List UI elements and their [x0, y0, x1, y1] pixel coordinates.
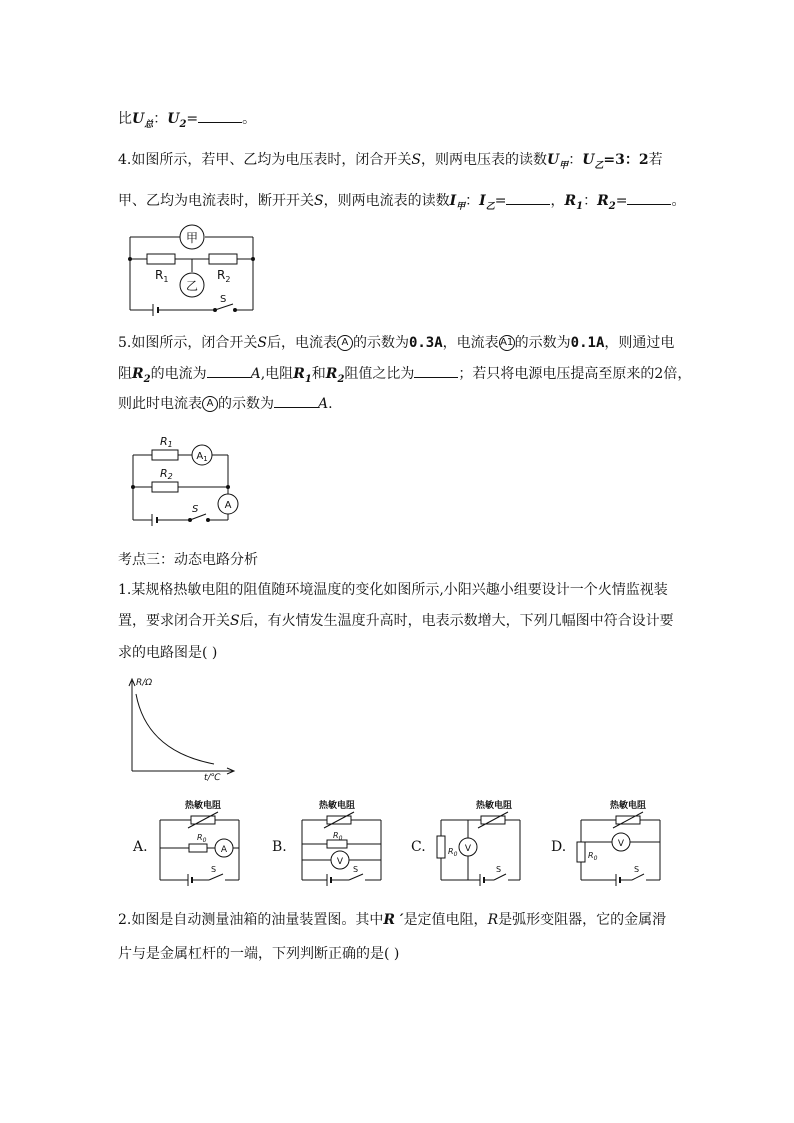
eq: = [615, 193, 628, 209]
sub: 甲 [456, 201, 466, 212]
answer-blank[interactable] [506, 190, 550, 205]
option-d-letter[interactable]: D. [551, 839, 567, 855]
u-total-var: U [132, 111, 145, 127]
switch-var: S [230, 613, 240, 629]
q3-tail-line [118, 108, 256, 135]
text: 是定值电阻， [403, 912, 488, 928]
sub: 2 [337, 373, 345, 385]
sub: 乙 [485, 201, 495, 212]
option-d-circuit[interactable] [576, 798, 666, 888]
text: 的示数为 [352, 335, 409, 351]
ammeter-a-symbol: A [337, 335, 353, 351]
r0-resistor [437, 836, 445, 858]
text: 2.如图是自动测量油箱的油量装置图。其中 [118, 912, 384, 928]
text: 和 [311, 366, 326, 382]
text: 甲、乙均为电流表时，断开开关 [118, 193, 314, 209]
colon: ： [465, 193, 480, 209]
q4-circuit [125, 222, 265, 312]
y-label: R/Ω [136, 678, 153, 688]
text: 置，要求闭合开关 [118, 613, 230, 629]
option-a-circuit[interactable] [155, 798, 245, 888]
switch-var: S [411, 152, 421, 168]
r0-label: $R_0$ [197, 833, 207, 844]
answer-blank[interactable] [627, 190, 671, 205]
r1-label: R1 [160, 435, 173, 449]
switch-var: S [257, 335, 267, 351]
text: 阻 [118, 366, 132, 382]
text: 后，电流表 [266, 335, 337, 351]
r1-resistor [147, 254, 175, 264]
unit: A [250, 366, 261, 382]
q7-line2: 片与是金属杠杆的一端，下列判断正确的是( ) [118, 946, 400, 962]
value: 0.1A [570, 335, 605, 351]
r-var: R [564, 193, 577, 209]
q4-line1 [118, 150, 663, 176]
ammeter-a-symbol: A [202, 396, 218, 412]
text: 若 [648, 152, 663, 168]
text: ；若只将电源电压提高至原来的 [458, 366, 655, 382]
switch-label: S [220, 294, 227, 305]
value: 0.3A [408, 335, 443, 351]
u-var: U [582, 152, 595, 168]
r2-resistor [209, 254, 237, 264]
text: 是弧形变阻器，它的金属滑 [498, 912, 667, 928]
thermistor-label: 热敏电阻 [318, 801, 356, 811]
text: 则此时电流表 [118, 396, 202, 412]
sub: 甲 [559, 160, 569, 171]
switch-label: S [634, 865, 640, 874]
u2-sub: 2 [179, 118, 187, 130]
r-var: R [132, 366, 144, 382]
answer-blank[interactable] [198, 108, 242, 123]
ratio: =3：2 [603, 152, 649, 168]
text: 5.如图所示，闭合开关 [118, 335, 258, 351]
number: 2 [654, 366, 664, 382]
colon: ： [568, 152, 583, 168]
text: 倍， [663, 366, 692, 382]
answer-blank[interactable] [207, 363, 251, 378]
r0-resistor [577, 842, 585, 862]
meter-label: V [336, 857, 344, 867]
r1-resistor [152, 450, 178, 460]
q5-line3 [118, 393, 333, 414]
q4-line2 [118, 190, 685, 217]
r0-label: $R_0$ [333, 831, 343, 842]
sub: 2 [143, 373, 151, 385]
r2-label: $R_2$ [217, 268, 231, 284]
colon: ： [153, 111, 168, 127]
option-b-circuit[interactable] [297, 798, 387, 888]
thermistor-label: 热敏电阻 [609, 801, 647, 811]
r0-resistor [327, 840, 347, 848]
i-var: I [479, 193, 486, 209]
thermistor-label: 热敏电阻 [184, 801, 222, 811]
answer-blank[interactable] [274, 393, 318, 408]
r-var: R [325, 366, 338, 382]
u-var: U [546, 152, 560, 168]
switch [494, 874, 506, 880]
r0-resistor [189, 844, 207, 852]
comma: ， [550, 193, 565, 209]
end: 。 [671, 193, 686, 209]
a1-label: $A_1$ [196, 451, 208, 463]
r-var: R [293, 366, 305, 382]
switch-label: S [192, 504, 199, 515]
r0-label: $R_0$ [588, 851, 598, 862]
text: 4.如图所示，若甲、乙均为电压表时，闭合开关 [118, 152, 412, 168]
meter-label: A [220, 845, 228, 855]
q6-line1: 1.某规格热敏电阻的阻值随环境温度的变化如图所示,小阳兴趣小组要设计一个火情监视装 [118, 582, 668, 598]
unit: A [318, 396, 329, 412]
end: . [328, 396, 333, 412]
q6-line2 [118, 611, 674, 631]
q6-line3: 求的电路图是( ) [118, 645, 218, 661]
sub: 1 [576, 200, 584, 212]
u2-var: U [167, 111, 180, 127]
u-total-sub: 总 [144, 119, 154, 130]
option-c-circuit[interactable] [436, 798, 526, 888]
option-a-letter[interactable]: A. [133, 839, 148, 855]
r-prime-var: R ′ [383, 912, 404, 928]
r2-label: R2 [160, 467, 173, 481]
switch-label: S [211, 865, 217, 874]
q5-line1 [118, 333, 674, 353]
end: 。 [242, 111, 257, 127]
r1-label: $R_1$ [155, 268, 169, 284]
meter-label: V [464, 844, 472, 854]
r-var: R [487, 912, 499, 928]
r2-resistor [152, 482, 178, 492]
switch [349, 874, 363, 880]
eq: = [186, 111, 199, 127]
eq: = [494, 193, 507, 209]
text: ,电阻 [260, 366, 294, 382]
text: ，则两电压表的读数 [420, 152, 547, 168]
section-title: 考点三：动态电路分析 [118, 552, 258, 568]
sub: 2 [608, 200, 616, 212]
text: 比 [118, 111, 132, 127]
q7-line1 [118, 910, 666, 930]
answer-blank[interactable] [414, 363, 458, 378]
a-label: A [224, 500, 232, 511]
text: 的电流为 [150, 366, 207, 382]
q5-line2 [118, 363, 691, 390]
text: 后，有火情发生温度升高时，电表示数增大，下列几幅图中符合设计要 [239, 613, 674, 629]
text: ，则两电流表的读数 [323, 193, 450, 209]
jia-label: 甲 [185, 231, 199, 245]
switch-var: S [314, 193, 324, 209]
r0-label: $R_0$ [448, 847, 458, 858]
switch-label: S [496, 865, 502, 874]
option-c-letter[interactable]: C. [411, 839, 426, 855]
thermistor-label: 热敏电阻 [475, 801, 513, 811]
x-label: t/℃ [204, 773, 221, 783]
resistance-curve [136, 694, 214, 764]
meter-label: V [617, 839, 625, 849]
colon: ： [583, 193, 598, 209]
ammeter-a1-symbol: A1 [499, 335, 515, 351]
option-b-letter[interactable]: B. [272, 839, 287, 855]
thermistor-graph [122, 676, 242, 783]
text: ，则通过电 [604, 335, 675, 351]
switch [632, 874, 644, 880]
text: 的示数为 [218, 396, 274, 412]
text: 的示数为 [514, 335, 571, 351]
switch [209, 874, 223, 880]
text: 阻值之比为 [344, 366, 415, 382]
r-var: R [597, 193, 609, 209]
sub: 1 [304, 373, 312, 385]
sub: 乙 [594, 160, 604, 171]
q5-circuit [130, 432, 250, 532]
switch-label: S [353, 865, 359, 874]
yi-label: 乙 [185, 279, 199, 293]
text: ，电流表 [442, 335, 499, 351]
i-var: I [449, 193, 457, 209]
